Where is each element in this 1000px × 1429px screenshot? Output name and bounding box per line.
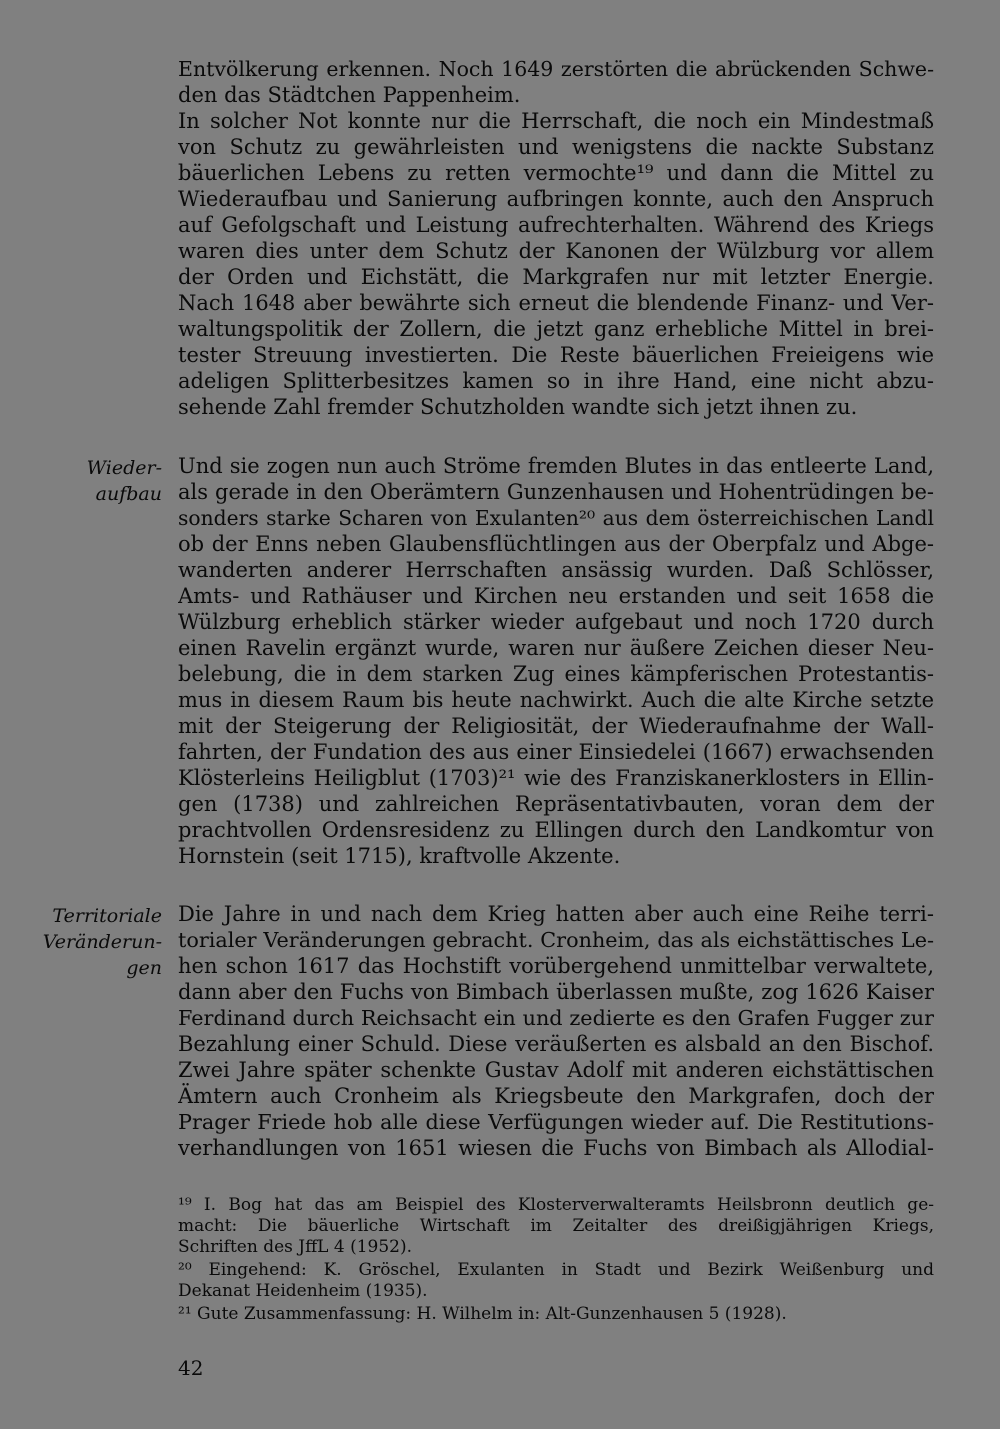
footnote-line: ²¹ Gute Zusammenfassung: H. Wilhelm in: Alt-Gunzenhausen 5 (1928). <box>178 1304 787 1324</box>
text-line: fahrten, der Fundation des aus einer Einsiedelei (1667) erwachsenden <box>178 740 934 764</box>
text-line: Prager Friede hob alle diese Verfügungen wieder auf. Die Restitutions- <box>178 1110 934 1134</box>
text-line: belebung, die in dem starken Zug eines kämpferischen Protestantis- <box>178 662 934 686</box>
text-line: bäuerlichen Lebens zu retten vermochte¹⁹ und dann die Mittel zu <box>178 161 934 185</box>
text-line: Ämtern auch Cronheim als Kriegsbeute den Markgrafen, doch der <box>178 1084 934 1108</box>
text-line: den das Städtchen Pappenheim. <box>178 83 521 107</box>
text-line: hen schon 1617 das Hochstift vorübergehend unmittelbar verwaltete, <box>178 954 934 978</box>
text-line: torialer Veränderungen gebracht. Cronheim, das als eichstättisches Le- <box>178 928 934 952</box>
page-number: 42 <box>178 1356 204 1380</box>
text-line: Nach 1648 aber bewährte sich erneut die blendende Finanz- und Ver- <box>178 291 934 315</box>
text-line: Entvölkerung erkennen. Noch 1649 zerstörten die abrückenden Schwe- <box>178 57 934 81</box>
margin-note-line: Wieder- <box>86 457 162 479</box>
text-line: Und sie zogen nun auch Ströme fremden Blutes in das entleerte Land, <box>178 454 934 478</box>
text-line: verhandlungen von 1651 wiesen die Fuchs von Bimbach als Allodial- <box>178 1136 934 1160</box>
text-line: tester Streuung investierten. Die Reste bäuerlichen Freieigens wie <box>178 343 934 367</box>
text-line: adeligen Splitterbesitzes kamen so in ihre Hand, eine nicht abzu- <box>178 369 934 393</box>
text-line: wanderten anderer Herrschaften ansässig wurden. Daß Schlösser, <box>178 558 934 582</box>
footnote-line: ²⁰ Eingehend: K. Gröschel, Exulanten in Stadt und Bezirk Weißenburg und <box>178 1260 934 1280</box>
text-line: gen (1738) und zahlreichen Repräsentativbauten, voran dem der <box>178 792 934 816</box>
text-line: Die Jahre in und nach dem Krieg hatten aber auch eine Reihe terri- <box>178 902 934 926</box>
text-line: sonders starke Scharen von Exulanten²⁰ aus dem österreichischen Landl <box>178 506 934 530</box>
text-line: Wiederaufbau und Sanierung aufbringen konnte, auch den Anspruch <box>178 187 934 211</box>
text-line: auf Gefolgschaft und Leistung aufrechterhalten. Während des Kriegs <box>178 213 934 237</box>
text-line: Hornstein (seit 1715), kraftvolle Akzente. <box>178 844 621 868</box>
text-line: mus in diesem Raum bis heute nachwirkt. Auch die alte Kirche setzte <box>178 688 934 712</box>
text-line: der Orden und Eichstätt, die Markgrafen nur mit letzter Energie. <box>178 265 934 289</box>
margin-note-line: Veränderun- <box>42 931 162 953</box>
text-line: einen Ravelin ergänzt wurde, waren nur äußere Zeichen dieser Neu- <box>178 636 934 660</box>
margin-note-line: aufbau <box>95 483 162 505</box>
footnote-line: ¹⁹ I. Bog hat das am Beispiel des Klosterverwalteramts Heilsbronn deutlich ge- <box>178 1195 934 1215</box>
text-line: mit der Steigerung der Religiosität, der Wiederaufnahme der Wall- <box>178 714 934 738</box>
text-line: Bezahlung einer Schuld. Diese veräußerten es alsbald an den Bischof. <box>178 1032 934 1056</box>
text-line: Wülzburg erheblich stärker wieder aufgebaut und noch 1720 durch <box>178 610 934 634</box>
text-line: Zwei Jahre später schenkte Gustav Adolf mit anderen eichstättischen <box>178 1058 934 1082</box>
text-line: Amts- und Rathäuser und Kirchen neu erstanden und seit 1658 die <box>178 584 934 608</box>
footnote-line: Schriften des JffL 4 (1952). <box>178 1237 413 1257</box>
text-line: In solcher Not konnte nur die Herrschaft, die noch ein Mindestmaß <box>178 109 934 133</box>
text-line: Klösterleins Heiligblut (1703)²¹ wie des Franziskanerklosters in Ellin- <box>178 766 934 790</box>
text-line: Ferdinand durch Reichsacht ein und zedierte es den Grafen Fugger zur <box>178 1006 934 1030</box>
text-line: dann aber den Fuchs von Bimbach überlassen mußte, zog 1626 Kaiser <box>178 980 934 1004</box>
text-line: von Schutz zu gewährleisten und wenigstens die nackte Substanz <box>178 135 934 159</box>
text-line: waren dies unter dem Schutz der Kanonen der Wülzburg vor allem <box>178 239 934 263</box>
margin-note-line: gen <box>126 957 162 979</box>
text-line: waltungspolitik der Zollern, die jetzt ganz erhebliche Mittel in brei- <box>178 317 934 341</box>
text-line: sehende Zahl fremder Schutzholden wandte sich jetzt ihnen zu. <box>178 395 858 419</box>
footnote-line: Dekanat Heidenheim (1935). <box>178 1281 428 1301</box>
text-line: als gerade in den Oberämtern Gunzenhausen und Hohentrüdingen be- <box>178 480 934 504</box>
footnote-line: macht: Die bäuerliche Wirtschaft im Zeitalter des dreißigjährigen Kriegs, <box>178 1216 934 1236</box>
text-line: ob der Enns neben Glaubensflüchtlingen aus der Oberpfalz und Abge- <box>178 532 934 556</box>
text-line: prachtvollen Ordensresidenz zu Ellingen durch den Landkomtur von <box>178 818 934 842</box>
margin-note-line: Territoriale <box>52 905 162 927</box>
